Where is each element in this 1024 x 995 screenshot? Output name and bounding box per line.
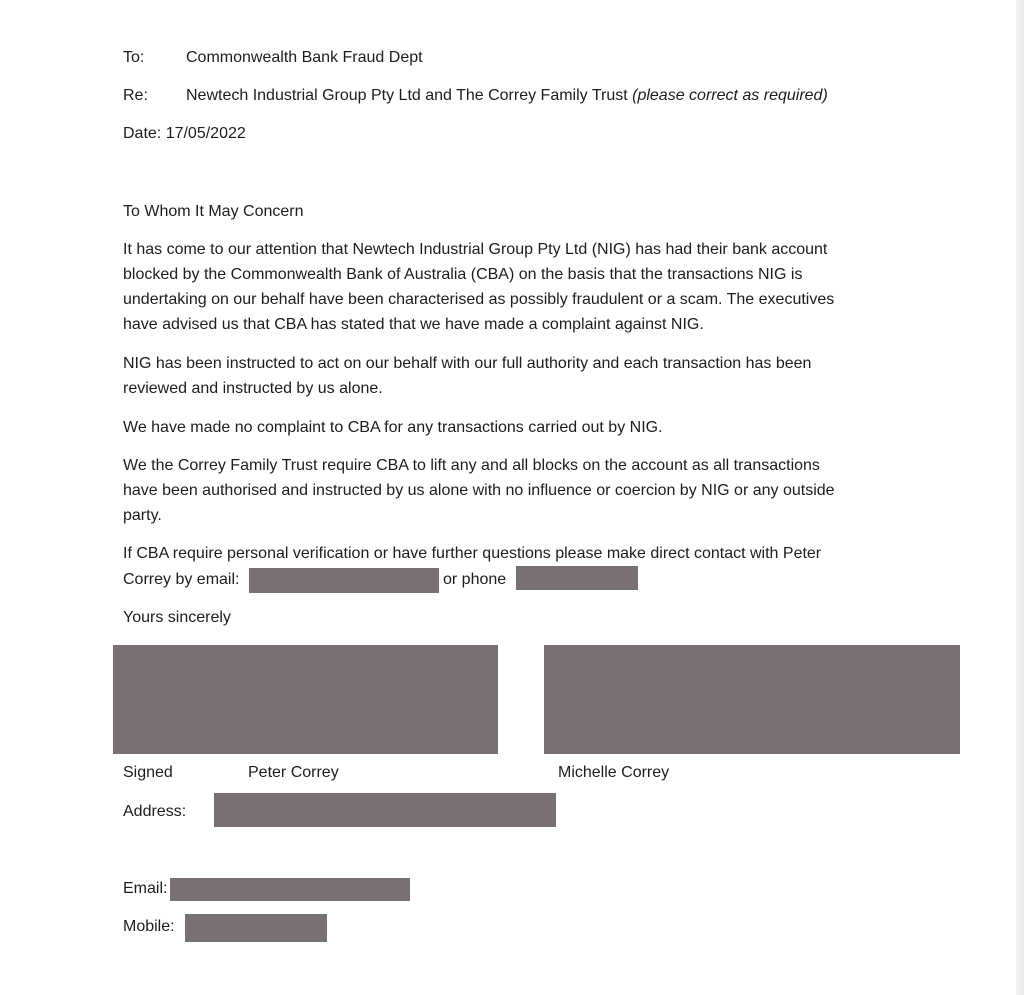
paragraph-2 xyxy=(123,351,811,401)
email-label: Email: xyxy=(123,880,168,897)
salutation: To Whom It May Concern xyxy=(123,203,304,220)
paragraph-line: have advised us that CBA has stated that we have made a complaint against NIG. xyxy=(123,316,704,333)
redacted-mobile xyxy=(185,914,327,942)
paragraph-line: We the Correy Family Trust require CBA to lift any and all blocks on the account as all transactions xyxy=(123,457,820,474)
closing: Yours sincerely xyxy=(123,609,231,626)
paragraph-line: party. xyxy=(123,507,162,524)
re-note: (please correct as required) xyxy=(632,87,828,104)
paragraph-1 xyxy=(123,237,834,337)
redacted-email-inline xyxy=(249,568,439,593)
re-line xyxy=(186,83,828,108)
to-value: Commonwealth Bank Fraud Dept xyxy=(186,49,423,66)
address-label: Address: xyxy=(123,803,187,820)
redacted-signature-2 xyxy=(544,645,960,754)
paragraph-line: blocked by the Commonwealth Bank of Australia (CBA) on the basis that the transactions NIG is xyxy=(123,266,803,283)
page-edge-shadow xyxy=(1016,0,1024,995)
paragraph-line: have been authorised and instructed by us alone with no influence or coercion by NIG or any outside xyxy=(123,482,835,499)
mobile-label: Mobile: xyxy=(123,918,175,935)
paragraph-5-line-1: If CBA require personal verification or have further questions please make direct contact with Peter xyxy=(123,545,822,562)
paragraph-line: reviewed and instructed by us alone. xyxy=(123,380,383,397)
redacted-signature-1 xyxy=(113,645,498,754)
paragraph-line: It has come to our attention that Newtech Industrial Group Pty Ltd (NIG) has had their bank account xyxy=(123,241,828,258)
paragraph-line: We have made no complaint to CBA for any transactions carried out by NIG. xyxy=(123,419,663,436)
email-prompt: Correy by email: xyxy=(123,571,240,588)
paragraph-4 xyxy=(123,453,835,528)
redacted-phone-inline xyxy=(516,566,638,590)
phone-prompt: or phone xyxy=(443,571,507,588)
paragraph-3 xyxy=(123,415,663,440)
signer-2-name: Michelle Correy xyxy=(558,764,670,781)
redacted-email xyxy=(170,878,410,901)
date-line: Date: 17/05/2022 xyxy=(123,125,246,142)
re-value: Newtech Industrial Group Pty Ltd and The Correy Family Trust xyxy=(186,87,628,104)
paragraph-line: undertaking on our behalf have been characterised as possibly fraudulent or a scam. The executives xyxy=(123,291,835,308)
signed-label: Signed xyxy=(123,764,173,781)
re-label: Re: xyxy=(123,87,148,104)
paragraph-line: NIG has been instructed to act on our behalf with our full authority and each transaction has been xyxy=(123,355,812,372)
to-label: To: xyxy=(123,49,145,66)
signer-1-name: Peter Correy xyxy=(248,764,339,781)
redacted-address xyxy=(214,793,556,827)
